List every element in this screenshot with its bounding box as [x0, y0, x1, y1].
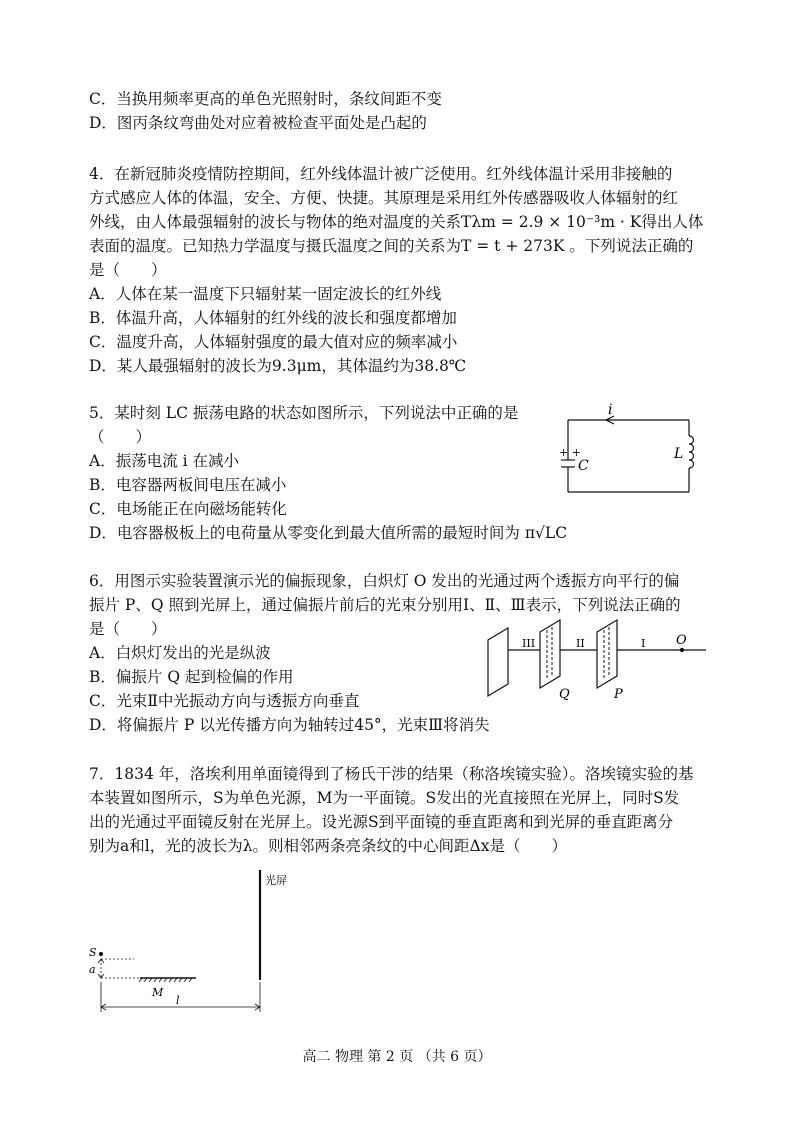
lc-circuit-figure — [556, 402, 706, 502]
q4-option-d: D．某人最强辐射的波长为9.3μm，其体温约为38.8℃ — [89, 357, 467, 375]
q6-stem-line2: 振片 P、Q 照到光屏上，通过偏振片前后的光束分别用Ⅰ、Ⅱ、Ⅲ表示，下列说法正确的 — [89, 596, 681, 614]
current-label: i — [608, 402, 613, 418]
q5-option-d: D．电容器极板上的电荷量从零变化到最大值所需的最短时间为 π√LC — [89, 524, 568, 542]
lloyd-mirror-figure — [84, 862, 287, 1022]
lamp-o-label: O — [676, 633, 687, 648]
q4-option-a: A．人体在某一温度下只辐射某一固定波长的红外线 — [89, 285, 442, 303]
polarizer-p-label: P — [614, 687, 623, 702]
q7-stem-line1: 7．1834 年，洛埃利用单面镜得到了杨氏干涉的结果（称洛埃镜实验）。洛埃镜实验的基 — [89, 765, 694, 783]
q4-stem-line1: 4．在新冠肺炎疫情防控期间，红外线体温计被广泛使用。红外线体温计采用非接触的 — [89, 165, 673, 183]
q7-stem-line4: 别为a和l，光的波长为λ。则相邻两条亮条纹的中心间距Δx是（ ） — [89, 837, 567, 855]
q5-option-b: B．电容器两板间电压在减小 — [89, 476, 287, 494]
q5-stem-line1: 5．某时刻 LC 振荡电路的状态如图所示，下列说法中正确的是 — [89, 404, 519, 422]
q4-stem-line2: 方式感应人体的体温，安全、方便、快捷。其原理是采用红外传感器吸收人体辐射的红 — [89, 189, 679, 207]
beam-i-label: I — [641, 637, 646, 650]
capacitor-label: C — [578, 458, 589, 474]
capacitor-plus-label: + + — [559, 446, 581, 459]
q4-stem-line5: 是（ ） — [89, 261, 167, 279]
q6-option-b: B．偏振片 Q 起到检偏的作用 — [89, 668, 294, 686]
q5-option-a: A．振荡电流 i 在减小 — [89, 452, 240, 470]
distance-l-label: l — [176, 994, 180, 1007]
q5-stem-line2: （ ） — [89, 428, 152, 446]
q4-option-c: C．温度升高，人体辐射强度的最大值对应的频率减小 — [89, 333, 458, 351]
q6-option-c: C．光束Ⅱ中光振动方向与透振方向垂直 — [89, 692, 360, 710]
q7-stem-line3: 出的光通过平面镜反射在光屏上。设光源S到平面镜的垂直距离和到光屏的垂直距离分 — [89, 813, 674, 831]
distance-a-label: a — [89, 963, 96, 976]
q3-option-c: C．当换用频率更高的单色光照射时，条纹间距不变 — [89, 90, 442, 108]
inductor-label: L — [674, 446, 684, 462]
beam-iii-label: III — [522, 637, 536, 650]
source-s-label: S — [89, 946, 97, 959]
q6-option-a: A．白炽灯发出的光是纵波 — [89, 644, 271, 662]
q4-stem-line4: 表面的温度。已知热力学温度与摄氏温度之间的关系为T = t + 273K 。下列说法正确的 — [89, 237, 694, 255]
polarizer-q-label: Q — [559, 687, 570, 702]
q5-option-c: C．电场能正在向磁场能转化 — [89, 500, 287, 518]
q6-stem-line3: 是（ ） — [89, 620, 167, 638]
beam-ii-label: II — [576, 637, 585, 650]
screen-label: 光屏 — [265, 874, 287, 887]
q4-stem-line3: 外线，由人体最强辐射的波长与物体的绝对温度的关系Tλm = 2.9 × 10⁻³m · K得出人体 — [89, 213, 704, 231]
mirror-m-label: M — [152, 986, 164, 999]
page-footer: 高二 物理 第 2 页 （共 6 页） — [302, 1049, 492, 1065]
q6-stem-line1: 6．用图示实验装置演示光的偏振现象，白炽灯 O 发出的光通过两个透振方向平行的偏 — [89, 572, 680, 590]
polarization-figure — [484, 620, 710, 710]
q6-option-d: D．将偏振片 P 以光传播方向为轴转过45°，光束Ⅲ将消失 — [89, 716, 490, 734]
q3-option-d: D．图丙条纹弯曲处对应着被检查平面处是凸起的 — [89, 114, 427, 132]
q7-stem-line2: 本装置如图所示，S为单色光源，M为一平面镜。S发出的光直接照在光屏上，同时S发 — [89, 789, 680, 807]
q4-option-b: B．体温升高，人体辐射的红外线的波长和强度都增加 — [89, 309, 457, 327]
